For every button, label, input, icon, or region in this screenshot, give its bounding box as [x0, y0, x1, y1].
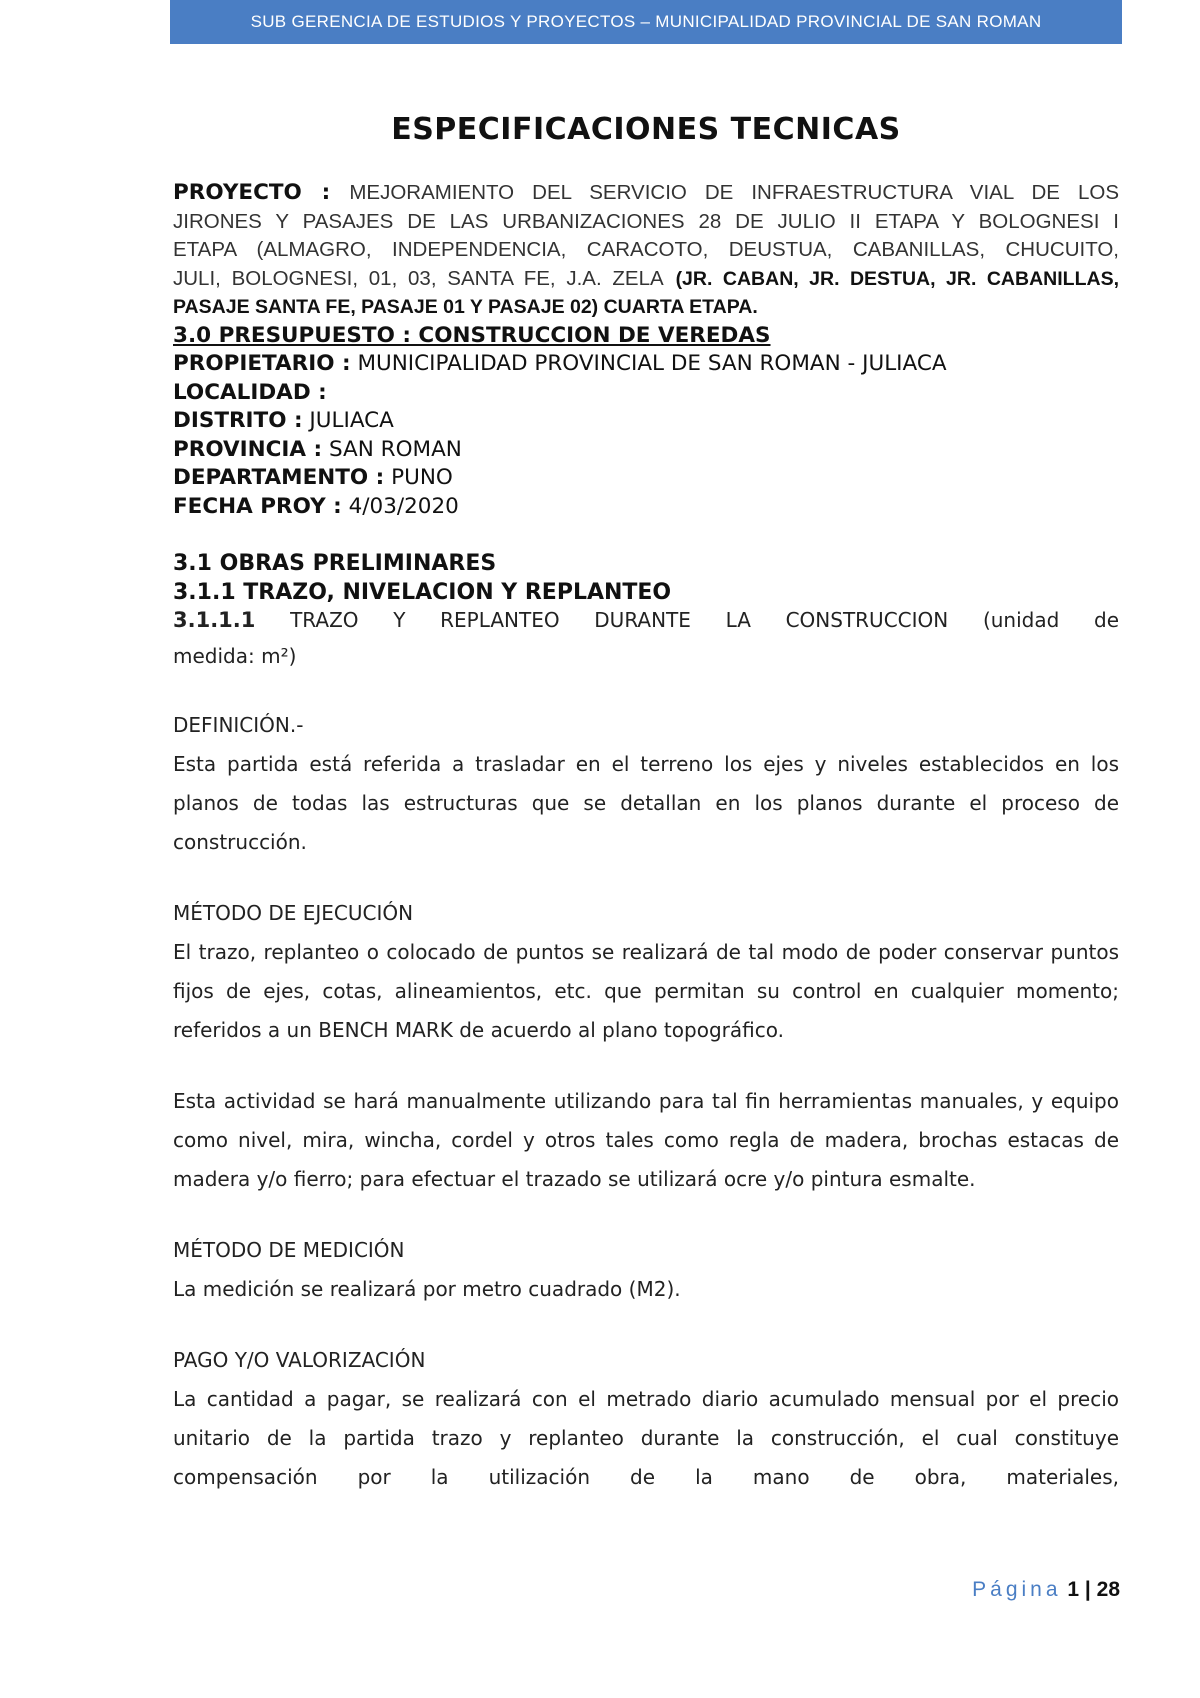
- distrito-label: DISTRITO :: [173, 408, 303, 433]
- distrito-line: [173, 407, 1119, 436]
- propietario-line: [173, 350, 1119, 379]
- pago-paragraph: La cantidad a pagar, se realizará con el metrado diario acumulado mensual por el precio unitario de la partida trazo y replanteo durante la construcción, el cual constituye compensación por la utilización de la mano de obra, materiales,: [173, 1387, 1119, 1489]
- metodo-ejecucion-paragraph-1: El trazo, replanteo o colocado de puntos se realizará de tal modo de poder conservar puntos fijos de ejes, cotas, alineamientos, etc. que permitan su control en cualquier momento; referidos a un BENCH MARK de acuerdo al plano topográfico.: [173, 940, 1119, 1042]
- page-total: 28: [1096, 1578, 1120, 1601]
- fecha-value: 4/03/2020: [348, 493, 459, 519]
- section-3-1-1-1-line: [173, 607, 1119, 634]
- definicion-heading: DEFINICIÓN.-: [173, 713, 304, 737]
- localidad-label: LOCALIDAD :: [173, 379, 327, 405]
- document-title: ESPECIFICACIONES TECNICAS: [391, 112, 901, 147]
- metodo-ejecucion-paragraph-2: Esta actividad se hará manualmente utilizando para tal fin herramientas manuales, y equipo como nivel, mira, wincha, cordel y otros tales como regla de madera, brochas estacas de madera y/o fierro; para efectuar el trazado se utilizará ocre y/o pintura esmalte.: [173, 1089, 1119, 1191]
- proyecto-value-4-bold: (JR. CABAN, JR. DESTUA, JR. CABANILLAS,: [675, 267, 1119, 290]
- propietario-value: MUNICIPALIDAD PROVINCIAL DE SAN ROMAN - JULIACA: [357, 351, 947, 376]
- proyecto-value-1: MEJORAMIENTO DEL SERVICIO DE INFRAESTRUCTURA VIAL DE LOS: [349, 181, 1120, 204]
- document-body: [173, 179, 1119, 1497]
- section-3-1-1-1-unit-b: medida: m²): [173, 644, 297, 668]
- section-3-1-1-1-title: TRAZO Y REPLANTEO DURANTE LA CONSTRUCCION: [290, 608, 949, 632]
- metodo-ejecucion-heading: MÉTODO DE EJECUCIÓN: [173, 901, 414, 925]
- section-3-1-1-1-number: 3.1.1.1: [173, 608, 256, 632]
- section-3-1-1-heading: 3.1.1 TRAZO, NIVELACION Y REPLANTEO: [173, 580, 672, 605]
- section-3-1-heading: 3.1 OBRAS PRELIMINARES: [173, 551, 497, 576]
- proyecto-value-4: JULI, BOLOGNESI, 01, 03, SANTA FE, J.A. ZELA: [173, 266, 664, 290]
- metodo-medicion-paragraph: La medición se realizará por metro cuadrado (M2).: [173, 1277, 681, 1301]
- metodo-medicion-heading: MÉTODO DE MEDICIÓN: [173, 1238, 405, 1262]
- page-separator: |: [1084, 1578, 1091, 1601]
- distrito-value: JULIACA: [309, 408, 394, 433]
- fecha-line: [173, 493, 1119, 522]
- definicion-paragraph: Esta partida está referida a trasladar en el terreno los ejes y niveles establecidos en los planos de todas las estructuras que se detallan en los planos durante el proceso de construcción.: [173, 752, 1119, 854]
- departamento-value: PUNO: [391, 465, 453, 490]
- proyecto-line-4: [173, 265, 1119, 294]
- provincia-line: [173, 436, 1119, 465]
- section-3-1-1-1-unit-a: (unidad de: [982, 608, 1119, 632]
- proyecto-line-5: PASAJE SANTA FE, PASAJE 01 Y PASAJE 02) CUARTA ETAPA.: [173, 296, 758, 318]
- page-footer: [900, 1578, 1120, 1602]
- provincia-label: PROVINCIA :: [173, 436, 323, 462]
- proyecto-label: PROYECTO :: [173, 180, 331, 205]
- departamento-label: DEPARTAMENTO :: [173, 465, 385, 490]
- presupuesto-heading: 3.0 PRESUPUESTO : CONSTRUCCION DE VEREDAS: [173, 322, 771, 348]
- proyecto-line-2: JIRONES Y PASAJES DE LAS URBANIZACIONES 28 DE JULIO II ETAPA Y BOLOGNESI I: [173, 209, 1119, 233]
- page-number: 1: [1067, 1578, 1080, 1601]
- propietario-label: PROPIETARIO :: [173, 351, 351, 376]
- pago-heading: PAGO Y/O VALORIZACIÓN: [173, 1348, 426, 1372]
- provincia-value: SAN ROMAN: [329, 436, 462, 462]
- fecha-label: FECHA PROY :: [173, 493, 342, 519]
- proyecto-line-3: ETAPA (ALMAGRO, INDEPENDENCIA, CARACOTO, DEUSTUA, CABANILLAS, CHUCUITO,: [173, 238, 1119, 261]
- header-banner: SUB GERENCIA DE ESTUDIOS Y PROYECTOS – MUNICIPALIDAD PROVINCIAL DE SAN ROMAN: [170, 0, 1122, 44]
- proyecto-line-1: [173, 179, 1119, 208]
- pagina-label: Página: [972, 1578, 1062, 1601]
- project-metadata: [173, 179, 1119, 521]
- departamento-line: [173, 464, 1119, 493]
